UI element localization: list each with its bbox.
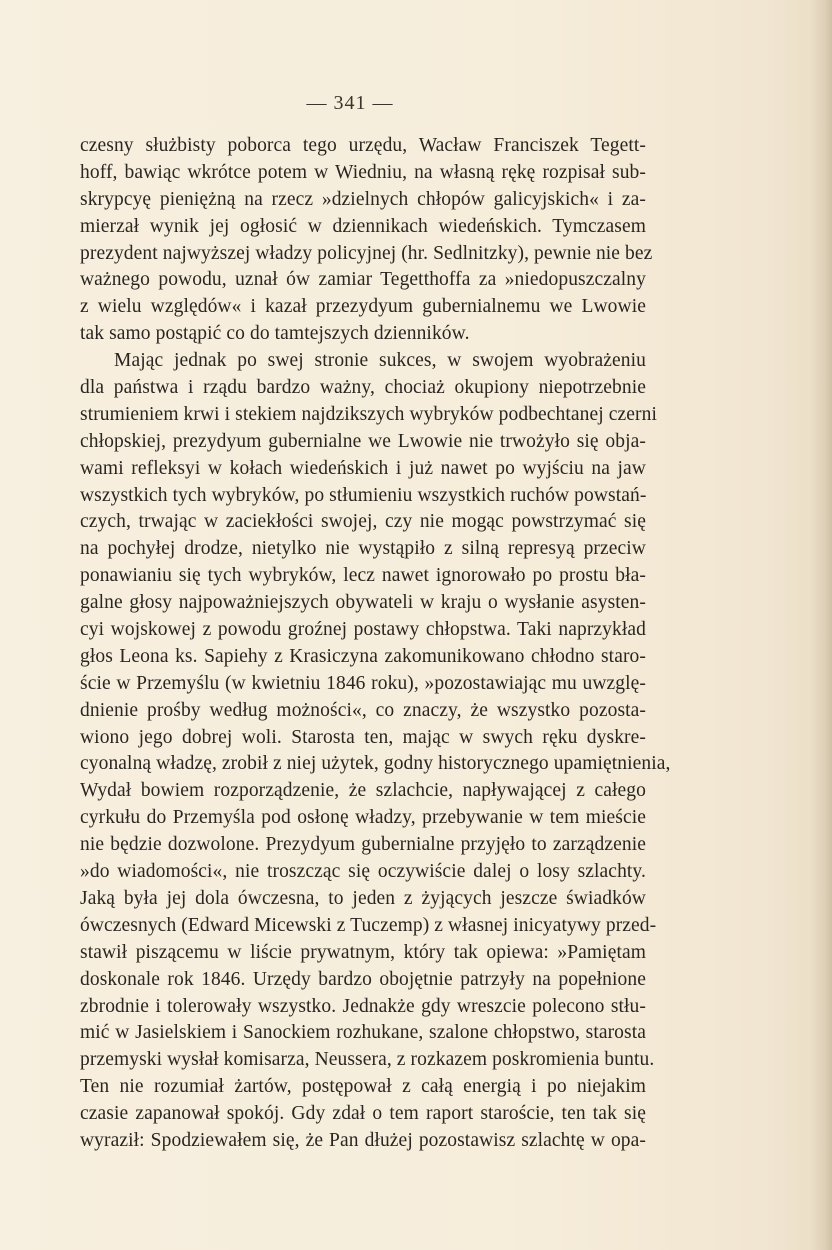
- text-line: galne głosy najpoważniejszych obywateli w kraju o wysłanie asysten-: [80, 592, 646, 614]
- text-line: czesny służbisty poborca tego urzędu, Wacław Franciszek Tegett-: [80, 135, 646, 156]
- text-line: wiono jego dobrej woli. Starosta ten, mając w swych ręku dyskre-: [80, 726, 646, 748]
- text-line: strumieniem krwi i stekiem najdzikszych wybryków podbechtanej czerni: [80, 403, 658, 425]
- text-line: z wielu względów« i kazał przezydyum gubernialnemu we Lwowie: [80, 296, 646, 318]
- text-line: »do wiadomości«, nie troszcząc się oczywiście dalej o losy szlachty.: [80, 861, 646, 883]
- text-line: nie będzie dozwolone. Prezydyum gubernialne przyjęło to zarządzenie: [80, 834, 646, 856]
- text-line: doskonale rok 1846. Urzędy bardzo obojętnie patrzyły na popełnione: [80, 968, 646, 990]
- page-number: — 341 —: [306, 92, 394, 114]
- body-text: [80, 133, 671, 1155]
- text-line: tak samo postąpić co do tamtejszych dzienników.: [80, 323, 470, 345]
- text-line: wami refleksyi w kołach wiedeńskich i już nawet po wyjściu na jaw: [80, 457, 646, 479]
- text-line: chłopskiej, prezydyum gubernialne we Lwowie nie trwożyło się obja-: [80, 430, 646, 452]
- text-line: czasie zapanował spokój. Gdy zdał o tem raport staroście, ten tak się: [80, 1103, 646, 1125]
- text-line: Jaką była jej dola ówczesna, to jeden z żyjących jeszcze świadków: [80, 887, 646, 909]
- text-line: mić w Jasielskiem i Sanockiem rozhukane, szalone chłopstwo, starosta: [80, 1022, 646, 1044]
- text-line: dla państwa i rządu bardzo ważny, chociaż okupiony niepotrzebnie: [80, 377, 646, 399]
- text-line: dnienie prośby według możności«, co znaczy, że wszystko pozosta-: [80, 699, 646, 721]
- text-line: cyonalną władzę, zrobił z niej użytek, godny historycznego upamiętnienia,: [80, 753, 671, 775]
- text-line: Ten nie rozumiał żartów, postępował z całą energią i po niejakim: [80, 1076, 646, 1098]
- text-line: ówczesnych (Edward Micewski z Tuczemp) z własnej inicyatywy przed-: [80, 914, 657, 936]
- text-line: Mając jednak po swej stronie sukces, w swojem wyobrażeniu: [114, 350, 646, 372]
- text-line: zbrodnie i tolerowały wszystko. Jednakże gdy wreszcie polecono stłu-: [80, 995, 646, 1017]
- text-line: Wydał bowiem rozporządzenie, że szlachcie, napływającej z całego: [80, 780, 646, 802]
- text-line: wyraził: Spodziewałem się, że Pan dłużej pozostawisz szlachtę w opa-: [80, 1129, 646, 1151]
- text-line: czych, trwając w zaciekłości swojej, czy nie mogąc powstrzymać się: [80, 511, 646, 533]
- text-line: stawił piszącemu w liście prywatnym, który tak opiewa: »Pamiętam: [80, 941, 646, 963]
- text-line: przemyski wysłał komisarza, Neussera, z rozkazem poskromienia buntu.: [80, 1049, 655, 1071]
- text-line: ponawianiu się tych wybryków, lecz nawet ignorowało po prostu bła-: [80, 565, 646, 587]
- text-line: na pochyłej drodze, nietylko nie wystąpiło z silną represyą przeciw: [80, 538, 646, 560]
- text-line: skrypcyę pieniężną na rzecz »dzielnych chłopów galicyjskich« i za-: [80, 188, 646, 210]
- text-line: mierzał wynik jej ogłosić w dziennikach wiedeńskich. Tymczasem: [80, 215, 646, 237]
- text-line: ważnego powodu, uznał ów zamiar Tegetthoffa za »niedopuszczalny: [80, 269, 646, 291]
- text-line: prezydent najwyższej władzy policyjnej (hr. Sedlnitzky), pewnie nie bez: [80, 242, 653, 264]
- text-line: głos Leona ks. Sapiehy z Krasiczyna zakomunikowano chłodno staro-: [80, 645, 646, 667]
- text-line: cyrkułu do Przemyśla pod osłonę władzy, przebywanie w tem mieście: [80, 807, 646, 829]
- text-line: cyi wojskowej z powodu groźnej postawy chłopstwa. Taki naprzykład: [80, 619, 646, 641]
- text-line: ście w Przemyślu (w kwietniu 1846 roku), »pozostawiając mu uwzglę-: [80, 672, 646, 694]
- text-line: wszystkich tych wybryków, po stłumieniu wszystkich ruchów powstań-: [80, 484, 647, 506]
- page-edge-shadow: [810, 0, 832, 1250]
- text-line: hoff, bawiąc wkrótce potem w Wiedniu, na własną rękę rozpisał sub-: [80, 161, 646, 183]
